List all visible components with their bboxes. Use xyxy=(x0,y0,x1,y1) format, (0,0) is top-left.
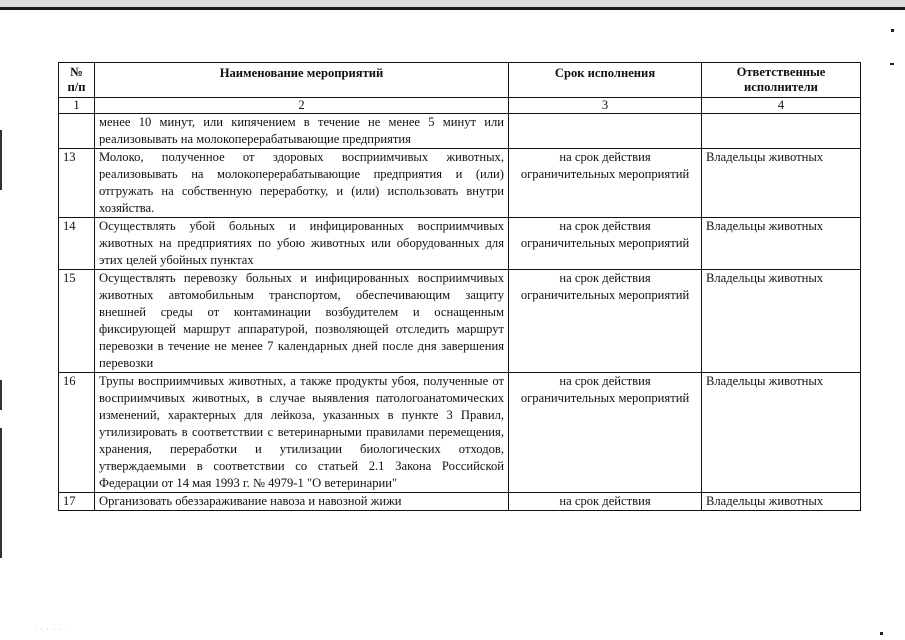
table-row xyxy=(59,493,861,511)
measure-text: Осуществлять перевозку больных и инфицированных восприимчивых животных автомобильным транспортом, обеспечивающим защиту внешней среды от контаминации возбудителем и оснащенным фиксирующей маршрут аппаратурой, позволяющей отследить маршрут перевозки в течение не менее 7 календарных дней после дня завершения перевозки xyxy=(95,270,509,373)
table-row xyxy=(59,270,861,373)
header-name: Наименование мероприятий xyxy=(95,63,509,98)
measure-text: Осуществлять убой больных и инфицированных восприимчивых животных на предприятиях по убою животных или оборудованных для этих целей убойных пунктах xyxy=(95,218,509,270)
scan-speck xyxy=(891,29,894,32)
measures-table xyxy=(58,62,861,511)
index-cell: 2 xyxy=(95,98,509,114)
measure-text: менее 10 минут, или кипячением в течение не менее 5 минут или реализовывать на молокоперерабатывающие предприятия xyxy=(95,114,509,149)
table-row xyxy=(59,149,861,218)
header-num: № п/п xyxy=(59,63,95,98)
scan-speck xyxy=(890,63,894,65)
measure-text: Молоко, полученное от здоровых восприимчивых животных, реализовывать на молокоперерабатывающие предприятия и (или) отгружать на собственную переработку, и (или) использовать внутри хозяйства. xyxy=(95,149,509,218)
header-term: Срок исполнения xyxy=(509,63,702,98)
scan-speck xyxy=(880,632,883,635)
scan-left-mark xyxy=(0,428,2,558)
deadline-text: на срок действия ограничительных мероприятий xyxy=(509,373,702,493)
table-row xyxy=(59,218,861,270)
table-row xyxy=(59,114,861,149)
deadline-text: на срок действия xyxy=(509,493,702,511)
deadline-text: на срок действия ограничительных мероприятий xyxy=(509,218,702,270)
row-number: 15 xyxy=(59,270,95,373)
measure-text: Организовать обеззараживание навоза и навозной жижи xyxy=(95,493,509,511)
responsible-text: Владельцы животных xyxy=(702,493,861,511)
index-cell: 4 xyxy=(702,98,861,114)
column-index-row xyxy=(59,98,861,114)
row-number: 17 xyxy=(59,493,95,511)
scan-left-mark xyxy=(0,380,2,410)
responsible-text: Владельцы животных xyxy=(702,218,861,270)
index-cell: 3 xyxy=(509,98,702,114)
responsible-text: Владельцы животных xyxy=(702,149,861,218)
scan-left-mark xyxy=(0,130,2,190)
header-resp: Ответственные исполнители xyxy=(702,63,861,98)
index-cell: 1 xyxy=(59,98,95,114)
deadline-text xyxy=(509,114,702,149)
row-number: 14 xyxy=(59,218,95,270)
scan-top-edge xyxy=(0,0,905,10)
responsible-text: Владельцы животных xyxy=(702,373,861,493)
responsible-text xyxy=(702,114,861,149)
deadline-text: на срок действия ограничительных мероприятий xyxy=(509,270,702,373)
header-row xyxy=(59,63,861,98)
responsible-text: Владельцы животных xyxy=(702,270,861,373)
row-number: 13 xyxy=(59,149,95,218)
deadline-text: на срок действия ограничительных мероприятий xyxy=(509,149,702,218)
row-number xyxy=(59,114,95,149)
measure-text: Трупы восприимчивых животных, а также продукты убоя, полученные от восприимчивых животных, в случае выявления патологоанатомических изменений, характерных для лейкоза, указанных в пункте 3 Правил, утилизировать в соответствии с ветеринарными правилами перемещения, хранения, переработки и утилизации биологических отходов, утверждаемыми в соответствии со статьей 2.1 Закона Российской Федерации от 14 мая 1993 г. № 4979-1 "О ветеринарии" xyxy=(95,373,509,493)
table-row xyxy=(59,373,861,493)
row-number: 16 xyxy=(59,373,95,493)
scan-footer-smudge: · · · · · · xyxy=(34,626,69,633)
